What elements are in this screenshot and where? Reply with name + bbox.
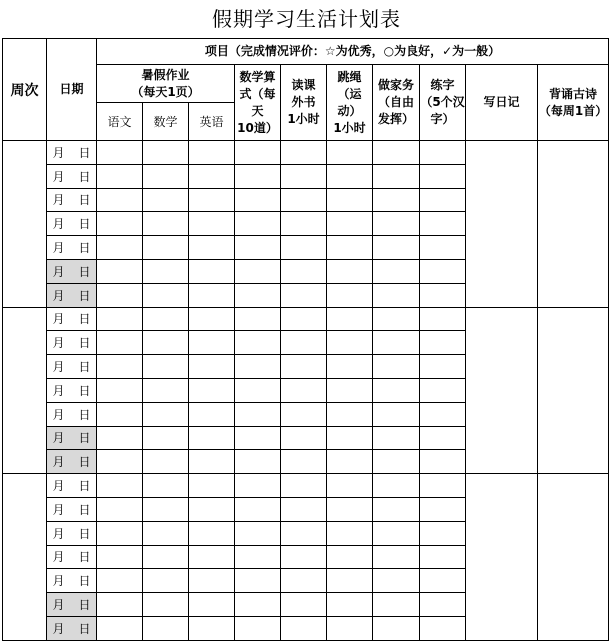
day-label: 日 xyxy=(78,455,91,470)
entry-cell[interactable] xyxy=(143,521,189,545)
entry-cell[interactable] xyxy=(281,212,327,236)
entry-cell[interactable] xyxy=(235,450,281,474)
entry-cell[interactable] xyxy=(189,331,235,355)
month-label: 月 xyxy=(52,479,65,494)
entry-cell[interactable] xyxy=(97,497,143,521)
entry-cell[interactable] xyxy=(97,450,143,474)
entry-cell[interactable] xyxy=(189,283,235,307)
date-cell[interactable] xyxy=(47,450,97,474)
entry-cell[interactable] xyxy=(97,474,143,498)
entry-cell[interactable] xyxy=(420,378,466,402)
entry-cell[interactable] xyxy=(327,497,373,521)
week-header: 周次 xyxy=(3,39,47,141)
day-label: 日 xyxy=(78,312,91,327)
month-label: 月 xyxy=(52,431,65,446)
entry-cell[interactable] xyxy=(373,450,420,474)
month-label: 月 xyxy=(52,217,65,232)
entry-cell[interactable] xyxy=(97,307,143,331)
poem-week-cell[interactable] xyxy=(538,474,609,641)
entry-cell[interactable] xyxy=(143,474,189,498)
day-label: 日 xyxy=(78,621,91,636)
date-cell[interactable] xyxy=(47,402,97,426)
day-label: 日 xyxy=(78,241,91,256)
entry-cell[interactable] xyxy=(235,331,281,355)
day-row xyxy=(3,474,609,498)
entry-cell[interactable] xyxy=(373,474,420,498)
date-cell[interactable] xyxy=(47,212,97,236)
day-label: 日 xyxy=(78,383,91,398)
entry-cell[interactable] xyxy=(327,545,373,569)
entry-cell[interactable] xyxy=(281,402,327,426)
diary-week-cell[interactable] xyxy=(466,141,538,308)
entry-cell[interactable] xyxy=(97,426,143,450)
entry-cell[interactable] xyxy=(235,474,281,498)
entry-cell[interactable] xyxy=(143,331,189,355)
entry-cell[interactable] xyxy=(281,141,327,165)
month-label: 月 xyxy=(52,526,65,541)
entry-cell[interactable] xyxy=(373,616,420,640)
entry-cell[interactable] xyxy=(327,355,373,379)
entry-cell[interactable] xyxy=(373,378,420,402)
entry-cell[interactable] xyxy=(420,426,466,450)
date-header: 日期 xyxy=(47,39,97,141)
entry-cell[interactable] xyxy=(373,521,420,545)
entry-cell[interactable] xyxy=(373,331,420,355)
entry-cell[interactable] xyxy=(327,331,373,355)
entry-cell[interactable] xyxy=(281,521,327,545)
entry-cell[interactable] xyxy=(281,283,327,307)
day-label: 日 xyxy=(78,336,91,351)
entry-cell[interactable] xyxy=(235,497,281,521)
math-drill-header: 数学算 式（每天 10道） xyxy=(235,65,281,141)
entry-cell[interactable] xyxy=(327,188,373,212)
entry-cell[interactable] xyxy=(235,188,281,212)
month-label: 月 xyxy=(52,502,65,517)
page-title: 假期学习生活计划表 xyxy=(212,7,401,31)
entry-cell[interactable] xyxy=(189,378,235,402)
date-cell[interactable] xyxy=(47,426,97,450)
entry-cell[interactable] xyxy=(235,212,281,236)
entry-cell[interactable] xyxy=(420,212,466,236)
entry-cell[interactable] xyxy=(420,355,466,379)
calligraphy-header: 练字 （5个汉 字） xyxy=(420,65,466,141)
extra-reading-header: 读课 外书 1小时 xyxy=(281,65,327,141)
date-cell[interactable] xyxy=(47,259,97,283)
entry-cell[interactable] xyxy=(420,402,466,426)
date-cell[interactable] xyxy=(47,521,97,545)
day-label: 日 xyxy=(78,550,91,565)
entry-cell[interactable] xyxy=(373,188,420,212)
date-cell[interactable] xyxy=(47,378,97,402)
entry-cell[interactable] xyxy=(235,402,281,426)
month-label: 月 xyxy=(52,455,65,470)
entry-cell[interactable] xyxy=(327,616,373,640)
day-label: 日 xyxy=(78,193,91,208)
subject-chinese: 语文 xyxy=(97,103,143,141)
month-label: 月 xyxy=(52,360,65,375)
day-label: 日 xyxy=(78,360,91,375)
summer-homework-note: （每天1页） xyxy=(131,84,200,99)
entry-cell[interactable] xyxy=(281,569,327,593)
entry-cell[interactable] xyxy=(420,474,466,498)
day-label: 日 xyxy=(78,264,91,279)
entry-cell[interactable] xyxy=(327,450,373,474)
entry-cell[interactable] xyxy=(281,474,327,498)
month-label: 月 xyxy=(52,574,65,589)
month-label: 月 xyxy=(52,241,65,256)
entry-cell[interactable] xyxy=(235,259,281,283)
entry-cell[interactable] xyxy=(373,545,420,569)
entry-cell[interactable] xyxy=(373,593,420,617)
day-label: 日 xyxy=(78,598,91,613)
entry-cell[interactable] xyxy=(281,355,327,379)
entry-cell[interactable] xyxy=(373,307,420,331)
plan-table xyxy=(2,38,609,641)
entry-cell[interactable] xyxy=(327,593,373,617)
entry-cell[interactable] xyxy=(143,497,189,521)
entry-cell[interactable] xyxy=(97,188,143,212)
entry-cell[interactable] xyxy=(327,236,373,260)
entry-cell[interactable] xyxy=(189,355,235,379)
day-label: 日 xyxy=(78,288,91,303)
entry-cell[interactable] xyxy=(189,616,235,640)
entry-cell[interactable] xyxy=(235,521,281,545)
entry-cell[interactable] xyxy=(97,259,143,283)
entry-cell[interactable] xyxy=(189,497,235,521)
entry-cell[interactable] xyxy=(143,355,189,379)
entry-cell[interactable] xyxy=(97,331,143,355)
day-label: 日 xyxy=(78,526,91,541)
entry-cell[interactable] xyxy=(373,259,420,283)
entry-cell[interactable] xyxy=(281,378,327,402)
day-label: 日 xyxy=(78,169,91,184)
entry-cell[interactable] xyxy=(420,593,466,617)
poem-week-cell[interactable] xyxy=(538,307,609,474)
entry-cell[interactable] xyxy=(420,259,466,283)
entry-cell[interactable] xyxy=(189,188,235,212)
entry-cell[interactable] xyxy=(373,164,420,188)
entry-cell[interactable] xyxy=(373,283,420,307)
entry-cell[interactable] xyxy=(189,212,235,236)
entry-cell[interactable] xyxy=(235,593,281,617)
day-label: 日 xyxy=(78,145,91,160)
week-cell[interactable] xyxy=(3,141,47,308)
project-banner: 项目（完成情况评价：☆为优秀，○为良好，✓为一般） xyxy=(97,39,609,65)
entry-cell[interactable] xyxy=(143,164,189,188)
date-cell[interactable] xyxy=(47,474,97,498)
entry-cell[interactable] xyxy=(420,616,466,640)
entry-cell[interactable] xyxy=(143,426,189,450)
entry-cell[interactable] xyxy=(281,259,327,283)
entry-cell[interactable] xyxy=(373,236,420,260)
entry-cell[interactable] xyxy=(235,569,281,593)
entry-cell[interactable] xyxy=(281,188,327,212)
date-cell[interactable] xyxy=(47,569,97,593)
entry-cell[interactable] xyxy=(235,426,281,450)
entry-cell[interactable] xyxy=(143,141,189,165)
date-cell[interactable] xyxy=(47,188,97,212)
entry-cell[interactable] xyxy=(420,450,466,474)
entry-cell[interactable] xyxy=(97,236,143,260)
entry-cell[interactable] xyxy=(143,259,189,283)
day-label: 日 xyxy=(78,217,91,232)
entry-cell[interactable] xyxy=(97,283,143,307)
entry-cell[interactable] xyxy=(189,426,235,450)
entry-cell[interactable] xyxy=(420,497,466,521)
entry-cell[interactable] xyxy=(420,521,466,545)
jump-rope-header: 跳绳 （运动） 1小时 xyxy=(327,65,373,141)
entry-cell[interactable] xyxy=(97,355,143,379)
date-cell[interactable] xyxy=(47,355,97,379)
entry-cell[interactable] xyxy=(97,378,143,402)
entry-cell[interactable] xyxy=(97,402,143,426)
diary-week-cell[interactable] xyxy=(466,474,538,641)
subject-english: 英语 xyxy=(189,103,235,141)
month-label: 月 xyxy=(52,288,65,303)
date-cell[interactable] xyxy=(47,307,97,331)
entry-cell[interactable] xyxy=(235,307,281,331)
entry-cell[interactable] xyxy=(373,569,420,593)
entry-cell[interactable] xyxy=(235,378,281,402)
date-cell[interactable] xyxy=(47,593,97,617)
entry-cell[interactable] xyxy=(281,450,327,474)
entry-cell[interactable] xyxy=(420,569,466,593)
date-cell[interactable] xyxy=(47,545,97,569)
entry-cell[interactable] xyxy=(143,569,189,593)
entry-cell[interactable] xyxy=(97,212,143,236)
entry-cell[interactable] xyxy=(235,283,281,307)
poem-label: 背诵古诗 xyxy=(549,86,598,101)
summer-homework-header xyxy=(97,65,235,103)
day-row xyxy=(3,141,609,165)
month-label: 月 xyxy=(52,312,65,327)
month-label: 月 xyxy=(52,336,65,351)
chores-header: 做家务 （自由 发挥） xyxy=(373,65,420,141)
poem-note: （每周1首） xyxy=(538,103,608,118)
entry-cell[interactable] xyxy=(97,141,143,165)
month-label: 月 xyxy=(52,264,65,279)
entry-cell[interactable] xyxy=(189,569,235,593)
entry-cell[interactable] xyxy=(143,307,189,331)
entry-cell[interactable] xyxy=(327,474,373,498)
entry-cell[interactable] xyxy=(420,283,466,307)
entry-cell[interactable] xyxy=(420,236,466,260)
date-cell[interactable] xyxy=(47,236,97,260)
entry-cell[interactable] xyxy=(420,188,466,212)
entry-cell[interactable] xyxy=(143,212,189,236)
entry-cell[interactable] xyxy=(189,521,235,545)
poem-header xyxy=(538,65,609,141)
entry-cell[interactable] xyxy=(97,521,143,545)
entry-cell[interactable] xyxy=(143,402,189,426)
entry-cell[interactable] xyxy=(281,307,327,331)
entry-cell[interactable] xyxy=(189,236,235,260)
entry-cell[interactable] xyxy=(420,545,466,569)
entry-cell[interactable] xyxy=(143,283,189,307)
entry-cell[interactable] xyxy=(373,426,420,450)
entry-cell[interactable] xyxy=(143,450,189,474)
entry-cell[interactable] xyxy=(189,402,235,426)
entry-cell[interactable] xyxy=(327,426,373,450)
day-label: 日 xyxy=(78,574,91,589)
entry-cell[interactable] xyxy=(281,616,327,640)
entry-cell[interactable] xyxy=(235,164,281,188)
subject-math: 数学 xyxy=(143,103,189,141)
entry-cell[interactable] xyxy=(143,378,189,402)
entry-cell[interactable] xyxy=(373,402,420,426)
entry-cell[interactable] xyxy=(281,593,327,617)
day-label: 日 xyxy=(78,502,91,517)
entry-cell[interactable] xyxy=(235,545,281,569)
diary-header: 写日记 xyxy=(466,65,538,141)
entry-cell[interactable] xyxy=(281,545,327,569)
entry-cell[interactable] xyxy=(327,402,373,426)
entry-cell[interactable] xyxy=(235,355,281,379)
entry-cell[interactable] xyxy=(281,236,327,260)
entry-cell[interactable] xyxy=(327,521,373,545)
entry-cell[interactable] xyxy=(189,307,235,331)
entry-cell[interactable] xyxy=(327,569,373,593)
month-label: 月 xyxy=(52,383,65,398)
week-cell[interactable] xyxy=(3,307,47,474)
entry-cell[interactable] xyxy=(143,188,189,212)
day-label: 日 xyxy=(78,407,91,422)
month-label: 月 xyxy=(52,550,65,565)
date-cell[interactable] xyxy=(47,164,97,188)
day-label: 日 xyxy=(78,479,91,494)
entry-cell[interactable] xyxy=(189,141,235,165)
entry-cell[interactable] xyxy=(327,212,373,236)
entry-cell[interactable] xyxy=(420,141,466,165)
month-label: 月 xyxy=(52,621,65,636)
entry-cell[interactable] xyxy=(235,236,281,260)
entry-cell[interactable] xyxy=(281,426,327,450)
entry-cell[interactable] xyxy=(189,450,235,474)
date-cell[interactable] xyxy=(47,497,97,521)
month-label: 月 xyxy=(52,169,65,184)
entry-cell[interactable] xyxy=(281,497,327,521)
entry-cell[interactable] xyxy=(373,497,420,521)
poem-week-cell[interactable] xyxy=(538,141,609,308)
entry-cell[interactable] xyxy=(327,164,373,188)
entry-cell[interactable] xyxy=(373,141,420,165)
date-cell[interactable] xyxy=(47,331,97,355)
entry-cell[interactable] xyxy=(327,141,373,165)
entry-cell[interactable] xyxy=(281,164,327,188)
entry-cell[interactable] xyxy=(373,212,420,236)
week-cell[interactable] xyxy=(3,474,47,641)
entry-cell[interactable] xyxy=(189,164,235,188)
entry-cell[interactable] xyxy=(420,164,466,188)
entry-cell[interactable] xyxy=(143,236,189,260)
entry-cell[interactable] xyxy=(143,593,189,617)
entry-cell[interactable] xyxy=(143,616,189,640)
entry-cell[interactable] xyxy=(97,164,143,188)
month-label: 月 xyxy=(52,145,65,160)
month-label: 月 xyxy=(52,598,65,613)
entry-cell[interactable] xyxy=(97,616,143,640)
entry-cell[interactable] xyxy=(281,331,327,355)
entry-cell[interactable] xyxy=(327,283,373,307)
entry-cell[interactable] xyxy=(189,545,235,569)
month-label: 月 xyxy=(52,193,65,208)
entry-cell[interactable] xyxy=(97,593,143,617)
day-label: 日 xyxy=(78,431,91,446)
entry-cell[interactable] xyxy=(143,545,189,569)
summer-homework-label: 暑假作业 xyxy=(141,67,190,82)
day-row xyxy=(3,307,609,331)
month-label: 月 xyxy=(52,407,65,422)
date-cell[interactable] xyxy=(47,141,97,165)
entry-cell[interactable] xyxy=(189,474,235,498)
entry-cell[interactable] xyxy=(97,545,143,569)
entry-cell[interactable] xyxy=(189,593,235,617)
entry-cell[interactable] xyxy=(235,616,281,640)
entry-cell[interactable] xyxy=(420,307,466,331)
entry-cell[interactable] xyxy=(420,331,466,355)
entry-cell[interactable] xyxy=(189,259,235,283)
entry-cell[interactable] xyxy=(97,569,143,593)
entry-cell[interactable] xyxy=(327,259,373,283)
entry-cell[interactable] xyxy=(327,307,373,331)
entry-cell[interactable] xyxy=(235,141,281,165)
date-cell[interactable] xyxy=(47,283,97,307)
date-cell[interactable] xyxy=(47,616,97,640)
entry-cell[interactable] xyxy=(327,378,373,402)
diary-week-cell[interactable] xyxy=(466,307,538,474)
entry-cell[interactable] xyxy=(373,355,420,379)
